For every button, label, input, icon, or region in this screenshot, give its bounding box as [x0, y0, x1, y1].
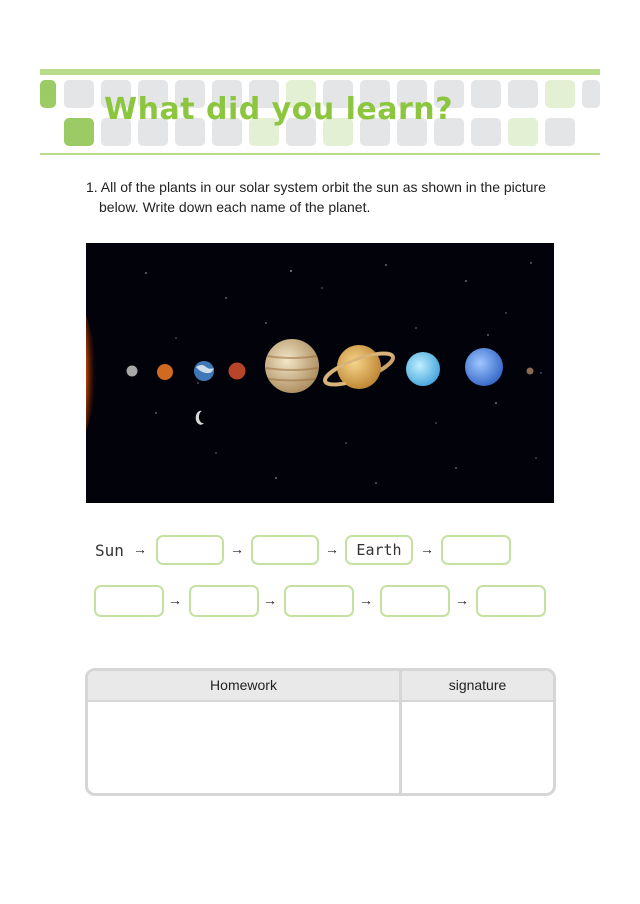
arrow: →	[420, 541, 434, 557]
sun-shape	[86, 243, 96, 503]
neptune-shape	[465, 348, 503, 386]
arrow: →	[455, 592, 469, 608]
sun-label: Sun	[95, 541, 124, 560]
banner-tile	[64, 80, 94, 108]
planet-answer-box-6[interactable]	[189, 585, 259, 617]
moon-shape	[196, 411, 204, 425]
arrow: →	[133, 541, 147, 557]
banner-tile	[471, 80, 501, 108]
arrow: →	[325, 541, 339, 557]
header-top-rule	[40, 69, 600, 75]
signature-column-header: signature	[448, 677, 507, 693]
banner-tile	[471, 118, 501, 146]
signature-cell[interactable]	[402, 702, 553, 793]
header-bottom-rule	[40, 153, 600, 155]
mars-shape	[229, 363, 246, 380]
question-line-2: below. Write down each name of the planet.	[99, 199, 371, 215]
homework-column-header: Homework	[210, 677, 277, 693]
planet-answer-box-9[interactable]	[476, 585, 546, 617]
banner-tile	[64, 118, 94, 146]
planet-answer-box-2[interactable]	[251, 535, 319, 565]
arrow: →	[230, 541, 244, 557]
pluto-shape	[527, 368, 534, 375]
uranus-shape	[406, 352, 440, 386]
page-title: What did you learn?	[104, 92, 454, 127]
mercury-shape	[127, 366, 138, 377]
solar-system-illustration	[86, 243, 554, 503]
solar-system-image	[86, 243, 554, 503]
arrow: →	[359, 592, 373, 608]
question-line-1: 1. All of the plants in our solar system orbit the sun as shown in the picture	[86, 179, 546, 195]
planet-answer-box-4[interactable]	[441, 535, 511, 565]
banner-tile	[545, 118, 575, 146]
banner-tile	[545, 80, 575, 108]
question-text	[86, 177, 556, 217]
planet-answer-box-7[interactable]	[284, 585, 354, 617]
planet-answer-box-1[interactable]	[156, 535, 224, 565]
planet-answer-box-3[interactable]: Earth	[345, 535, 413, 565]
homework-cell[interactable]	[88, 702, 399, 793]
banner-tile	[508, 80, 538, 108]
jupiter-shape	[265, 339, 319, 393]
arrow: →	[263, 592, 277, 608]
banner-tile	[508, 118, 538, 146]
homework-table	[85, 668, 556, 796]
planet-answer-box-8[interactable]	[380, 585, 450, 617]
banner-tile	[40, 80, 56, 108]
banner-tile	[582, 80, 600, 108]
planet-answer-box-5[interactable]	[94, 585, 164, 617]
arrow: →	[168, 592, 182, 608]
venus-shape	[157, 364, 173, 380]
